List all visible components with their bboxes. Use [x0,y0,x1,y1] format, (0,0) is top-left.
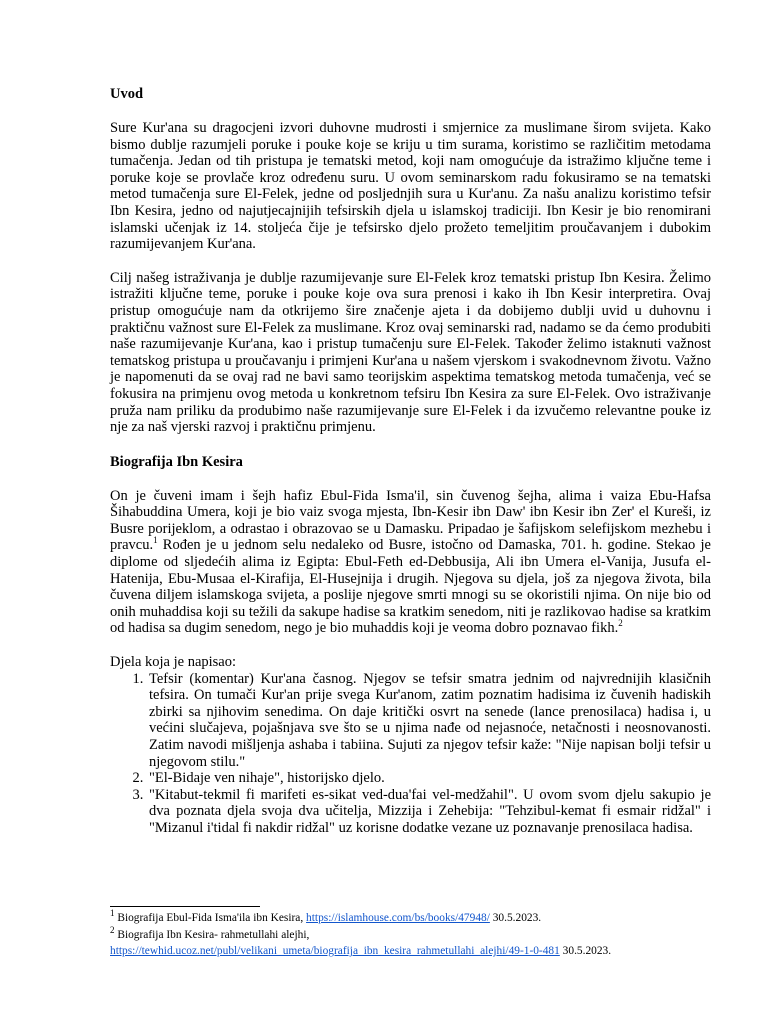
footnote-link[interactable]: https://tewhid.ucoz.net/publ/velikani_umeta/biografija_ibn_kesira_rahmetullahi_alejhi/49-1-0-481 [110,945,560,958]
works-list-item: 3. "Kitabut-tekmil fi marifeti es-sikat ved-dua'fai vel-medžahil". U ovom svom djelu sakupio je dva poznata djela svoja dva učitelja, Mizzija i Zehebija: "Tehzibul-kemat fi esmair ridžal" i "Mizanul i'tidal fi nakdir ridžal" uz korisne dodatke vezane uz poznavanje prenosilaca hadisa. [147,787,711,837]
footnote-link[interactable]: https://islamhouse.com/bs/books/47948/ [306,912,490,924]
intro-paragraph-1: Sure Kur'ana su dragocjeni izvori duhovne mudrosti i smjernice za muslimane širom svijeta. Kako bismo dublje razumjeli poruke i pouke koje se kriju u tim surama, koristimo se različitim metodama tumačenja. Jedan od tih pristupa je tematski metod, koji nam omogućuje da istražimo ključne teme i poruke koje se provlače kroz određenu suru. U ovom seminarskom radu fokusiramo se na tematski metod tumačenja sure El-Felek, jedne od posljednjih sura u Kur'anu. Za našu analizu koristimo tefsir Ibn Kesira, jedno od najutjecajnijih tefsirskih djela u islamskoj tradiciji. Ibn Kesir je bio renomirani islamski učenjak iz 14. stoljeća čije je tefsirsko djelo prožeto temeljitim proučavanjem i dubokim razumijevanjem Kur'ana. [110,120,711,253]
works-intro: Djela koja je napisao: [110,654,237,671]
heading-intro: Uvod [110,86,144,102]
footnote-number: 2 [110,924,115,935]
footnote-text: Biografija Ibn Kesira- rahmetullahi alejhi, [114,928,310,941]
footnote-date: 30.5.2023. [559,945,612,958]
heading-biography: Biografija Ibn Kesira [110,453,243,470]
biography-paragraph [110,488,711,637]
footnote-date: 30.5.2023. [489,912,542,924]
footnote-1 [110,910,711,927]
footnote-separator [110,906,260,907]
footnote-2 [110,924,711,960]
footnote-ref-1[interactable]: 1 [153,535,158,546]
works-list-item: 2. "El-Bidaje ven nihaje", historijsko djelo. [147,770,711,787]
intro-paragraph-2: Cilj našeg istraživanja je dublje razumijevanje sure El-Felek kroz tematski pristup Ibn Kesira. Želimo istražiti ključne teme, poruke i pouke koje ova sura prenosi i kako ih Ibn Kesir interpretira. Ovaj pristup omogućuje nam da otkrijemo šire značenje ajeta i da dobijemo dublji uvid u duhovnu i praktičnu važnost sure El-Felek za muslimane. Kroz ovaj seminarski rad, nadamo se da ćemo produbiti naše razumijevanje Kur'ana, kao i pristup tumačenju sure El-Felek. Također želimo istaknuti važnost tematskog pristupa u proučavanju i primjeni Kur'ana u našem vjerskom i svakodnevnom životu. Važno je napomenuti da se ovaj rad ne bavi samo teorijskim aspektima tematskog metoda tumačenja, već se fokusira na primjenu ovog metoda u konkretnom tefsiru Ibn Kesira za sure El-Felek. Ovo istraživanje pruža nam priliku da produbimo naše razumijevanje sure El-Felek i da izvučemo relevantne pouke iz nje za naš vjerski razvoj i praktičnu primjenu. [110,269,711,436]
document-body [110,85,711,837]
biography-text-part-2: Rođen je u jednom selu nedaleko od Busre, istočno od Damaska, 701. h. godine. Stekao je diplome od sljedećih alima iz Egipta: Ebul-Feth ed-Debbusija, Ali ibn Umera el-Vanija, Jusufa el-Hatenija, Ebu-Musaa el-Kirafija, El-Husejnija i drugih. Njegova su djela, još za njegova života, bila čuvena diljem islamskoga svijeta, a poslije njegove smrti mnogi su se okoristili njima. On nije bio od onih muhaddisa koji su težili da sakupe hadise sa kratkim senedom, niti je razlikovao hadise sa kratkim od hadisa sa dugim senedom, nego je bio muhaddis koji je veoma dobro poznavao fikh. [110,537,711,637]
biography-text-part-1: On je čuveni imam i šejh hafiz Ebul-Fida Isma'il, sin čuvenog šejha, alima i vaiza Ebu-Hafsa Šihabuddina Umera, koji je bio vaiz svoga mjesta, Ibn-Kesir ibn Daw' ibn Kesir ibn Zer' el Kureši, iz Busre porijeklom, a odrastao i obrazovao se u Damasku. Pripadao je šafijskom selefijskom mezhebu i pravcu. [110,487,711,554]
footnote-ref-2[interactable]: 2 [618,618,623,629]
works-list [110,671,711,837]
footnote-text: Biografija Ebul-Fida Isma'ila ibn Kesira, [114,912,307,924]
footnotes-section [110,906,711,960]
footnote-number: 1 [110,908,115,919]
works-list-item: 1. Tefsir (komentar) Kur'ana časnog. Njegov se tefsir smatra jednim od najvrednijih klasičnih tefsira. On tumači Kur'an prije svega Kur'anom, zatim poznatim hadisima iz čuvenih hadiskih zbirki sa njihovim senedima. On daje kritički osvrt na senede (lance prenosilaca) hadisa i, u većini slučajeva, pojašnjava sve što se u njima nađe od nejasnoće, netačnosti i neosnovanosti. Zatim navodi mišljenja ashaba i tabiina. Sujuti za njegov tefsir kaže: "Nije napisan bolji tefsir u njegovom stilu." [147,671,711,771]
